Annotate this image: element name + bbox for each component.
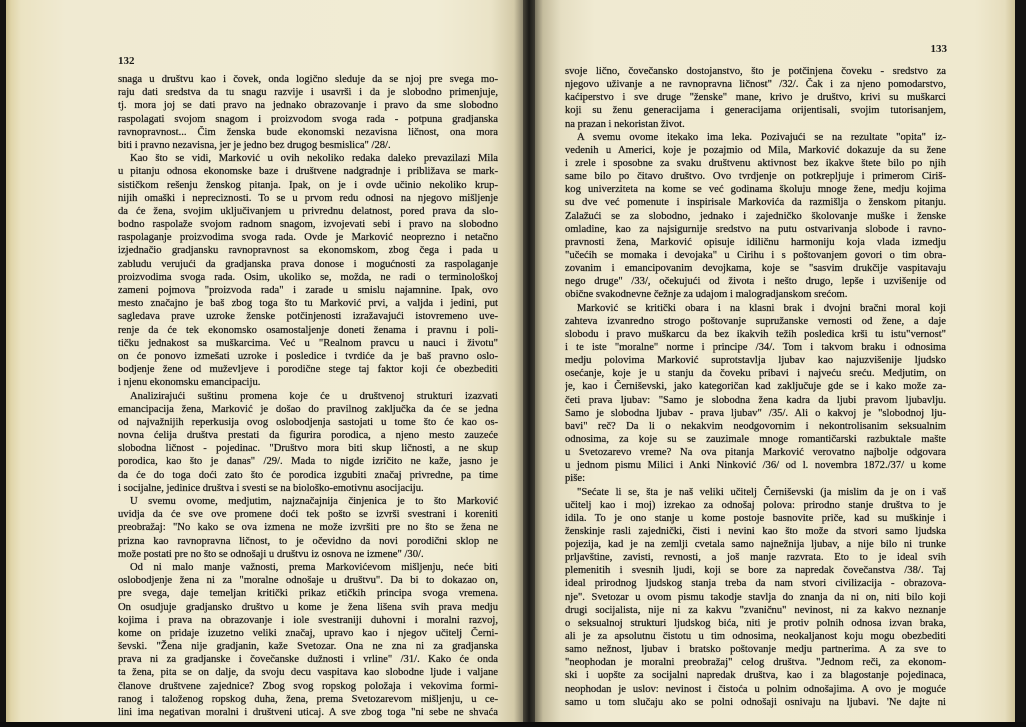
paragraph — [118, 152, 498, 389]
text-line: on će ponovo izmešati uzroke i posledice i tvrdiće da je baš pravno oslo- — [118, 350, 498, 362]
text-line: Analizirajući suštinu promena koje će u društvenoj strukturi izazvati — [130, 390, 498, 402]
text-line: mesto značajno je baš zbog toga što tu Marković prvi, a valjda i jedini, put — [118, 298, 498, 310]
book-gutter — [523, 0, 535, 722]
text-line: prljavštine, zavisti, revnosti, a još manje razvrata. Eto to je ideal svih — [565, 552, 946, 564]
text-line: Od ni malo manje važnosti, prema Markovićevom mišljenju, neće biti — [130, 561, 498, 573]
text-line: preobražaj: "No kako se ova izmena ne može izvršiti pre no što se žena ne — [118, 522, 498, 534]
text-line: On osudjuje gradjansko društvo u kome je žena lišena svih prava medju — [118, 601, 498, 613]
text-line: prizna kao ravnopravna ličnost, to je očevidno da novi porodični sklop ne — [118, 535, 498, 547]
text-line: da će žena, svojim uključivanjem u privrednu delatnost, pored prava da slo- — [118, 205, 498, 217]
text-line: piše: — [565, 473, 586, 485]
paragraph — [565, 65, 946, 131]
paragraph — [565, 131, 946, 302]
text-line: idila. To je ono stanje u kome postoje basnovite priče, kad su muškinje i — [565, 512, 946, 524]
text-line: neophodan je uslov: nevinost i čistoća u polnim odnošajima. A ovo je moguće — [565, 683, 946, 695]
paragraph — [118, 73, 498, 152]
text-line: omladine, kao za najsigurnije sredstvo na putu ostvarivanja slobode i ravno- — [565, 223, 946, 235]
text-line: tj. mora joj se dati pravo na jednako obrazovanje i pravo da sme slobodno — [118, 100, 498, 112]
text-line: obične svakodnevne čežnje za udajom i malogradjanskom srećom. — [565, 289, 848, 301]
text-line: vedenih u Americi, koje je pozajmio od Mila, Marković dokazuje da su žene — [565, 144, 946, 156]
text-line: Zalažući se za slobodno, jednako i zajedničko školovanje muške i ženske — [565, 210, 946, 222]
paragraph — [118, 390, 498, 496]
text-line: kaćiperstvo i sve druge "ženske" mane, krivo je društvo, krivi su muškarci — [565, 92, 946, 104]
text-line: odnosima, za koje su se zauzimale mnoge romantičarski razbuktale mašte — [565, 433, 946, 445]
text-line: i te iste "moralne" norme i principe /34/. Tom i takvom braku i odnosima — [565, 341, 946, 353]
text-line: ta žena, pita se on dalje, da svoju decu vaspitava kao slobodne ljude i valjane — [118, 667, 498, 679]
text-line: Marković se kritički obara i na klasni brak i dvojni bračni moral koji — [577, 302, 946, 314]
text-line: o seksualnoj strukturi ljudskog bića, niti je protiv polnih odnosa izvan braka, — [565, 617, 946, 629]
text-line: proizvodima svoga rada. Osim, ukoliko se, možda, ne radi o terminološkoj — [118, 271, 498, 283]
text-line: biti i pravno nezavisna, jer je jedno bez drugog besmislica" /28/. — [118, 139, 391, 151]
scan-bottom-edge — [0, 722, 1026, 727]
text-line: može postati pre no što se odnošaji u društvu iz osnova ne izmene" /30/. — [118, 548, 424, 560]
text-line: svoje lično, čovečansko dostojanstvo, što je potčinjena čoveku - sredstvo za — [565, 66, 946, 77]
text-line: same bilo po čitavo društvo. Ovo tvrdjenje on potkrepljuje i primerom Ciriš- — [565, 171, 946, 183]
text-line: medju polovima Marković suprotstavlja ljubav kao najuzvišenije ljudsko — [565, 355, 946, 367]
text-line: pre svega, daje temeljan kritički prikaz etičkih principa svoga vremena. — [118, 588, 498, 600]
text-line: ski i uopšte za socijalni napredak društva, kao i za blagostanje pojedinaca, — [565, 670, 946, 682]
text-line: zahteva izvanredno strogo poštovanje supružanske vernosti od žene, a daje — [565, 315, 946, 327]
text-line: "neophodan je moralni preobražaj" celog društva. "Jednom reči, za ekonom- — [565, 657, 946, 669]
text-line: zovanim i emancipovanim devojkama, koje se "sasvim drukčije vaspitavaju — [565, 263, 946, 275]
text-line: plemenitih i svesnih ljudi, koji se bore za napredak čovečanstva /38/. Taj — [565, 565, 946, 577]
paragraph — [565, 302, 946, 486]
text-line: na prazan i nekoristan život. — [565, 118, 685, 130]
text-line: emancipacija žena, Marković je došao do pravilnog zaključka da će se jedna — [118, 403, 498, 415]
text-line: nje". Svetozar u ovom pismu takodje stavlja do znanja da ni on, niti bilo koji — [565, 591, 946, 603]
text-line: pojezija, kad je na zemlji cvetala samo najnežnija ljubav, a nije bilo ni trunke — [565, 539, 946, 551]
text-line: nego druge" /33/, očekujući od života i nešto drugo, lepše i uzvišenije od — [565, 276, 946, 288]
text-line: pravnosti žena, Marković opisuje idiličnu harmoniju koja vlada izmedju — [565, 236, 946, 248]
text-line: i socijalne, jedinice društva i svesti se na biološko-emotivnu asocijaciju. — [118, 482, 424, 494]
paragraph — [565, 486, 946, 709]
text-line: kome on pridaje izuzetno veliki značaj, upravo kao i njegov učitelj Černi- — [118, 627, 498, 639]
text-line: kog univerziteta na kome se već godinama školuju mnoge žene, medju kojima — [565, 184, 946, 196]
text-line: U svemu ovome, medjutim, najznačajnija činjenica je to što Marković — [130, 496, 498, 507]
text-line: renje da će tek ekonomsko osamostaljenje doneti ženama i pravnu i poli- — [118, 324, 498, 336]
text-line: porodica, kao što je danas" /29/. Mada to nigde izričito ne kaže, jasno je — [118, 456, 498, 468]
text-line: novna ćelija društva prestati da figurira porodica, a njeno mesto zauzeće — [118, 430, 498, 442]
text-line: ševski. "Žena nije gradjanin, kaže Svetozar. Ona ne zna ni za gradjanska — [118, 641, 498, 653]
text-line: slobodu i pravo muškarcu da bez ikakvih težih posledica krši tu istu"vernost" — [565, 328, 946, 340]
text-line: učitelj kao i moj) izrekao za odnošaj polova: prirodno stanje društva to je — [565, 499, 946, 511]
text-line: Kao što se vidi, Marković u ovih nekoliko redaka daleko prevazilazi Mila — [130, 153, 498, 165]
text-line: od najvažnijih reperkusija ovog oslobodjenja sastojati u tome što će kao os- — [118, 416, 498, 428]
text-line: Samo je slobodna ljubav - prava ljubav" /35/. Ali o kakvoj je "slobodnoj lju- — [565, 407, 946, 419]
text-line: "učećih se momaka i devojaka" u Cirihu i s poštovanjem govori o tim obra- — [565, 249, 946, 261]
text-line: zabludu verujući da gradjanska prava donose i mogućnosti za raspolaganje — [118, 258, 498, 270]
text-line: i njenu ekonomsku emancipaciju. — [118, 377, 261, 389]
text-line: da će do toga doći zato što će porodica izgubiti značaj privredne, pa time — [118, 469, 498, 481]
text-line: kojima i prava na obrazovanje i iole svestraniji duhovni i moralni razvoj, — [118, 614, 498, 626]
text-line: samo nežnost, ljubav i bratsko poštovanje medju partnerima. A za sve to — [565, 644, 946, 656]
text-line: u Svetozarevo vreme? Na ova pitanja Marković verovatno najbolje odgovara — [565, 447, 946, 459]
text-line: ideal prirodnog ljudskog stanja treba da nam stvori civilizacija - obrazova- — [565, 578, 946, 590]
text-line: sističkom rešenju ženskog pitanja. Ipak, on je i ovde učinio nekoliko krup- — [118, 179, 498, 191]
text-line: uvidja da će sve ove promene doći tek pošto se izvrši svestrani i koreniti — [118, 509, 498, 521]
page-text — [565, 65, 946, 709]
text-line: ravnopravnost... Čim ženska bude ekonomski nezavisna ličnost, ona mora — [118, 126, 498, 138]
text-line: ali je za apsolutnu čistotu u tim odnosima, neokaljanost koju mogu obezbediti — [565, 631, 946, 643]
text-line: ženskinje rasli zajednički, čisti i nevini kao što može da stvori samo ljudska — [565, 525, 946, 537]
text-line: "Sećate li se, šta je naš veliki učitelj Černiševski (ja mislim da je on i vaš — [577, 486, 946, 498]
page-text — [118, 73, 498, 719]
text-line: slobodna ličnost - pojedinac. "Društvo mora biti skup ličnosti, a ne skup — [118, 443, 498, 455]
text-line: bodno raspolaže svojom radnom snagom, izvojevati sebi i pravo na slobodno — [118, 219, 498, 231]
text-line: drugi socijalista, nije ni za kakvu "zvaničnu" nevinost, ni za kakvo neznanje — [565, 604, 946, 616]
text-line: četi prava ljubav: "Samo je slobodna žena kadra da ljubi pravom ljubavlju. — [565, 394, 946, 406]
text-line: prava ni za gradjanske i čovečanske dužnosti i vrline" /31/. Kako će onda — [118, 654, 498, 666]
text-line: koji su ženu generacijama i generacijama orijentisali, svojim tutorisanjem, — [565, 105, 946, 117]
text-line: A svemu ovome itekako ima leka. Pozivajući se na rezultate "opita" iz- — [577, 131, 946, 143]
text-line: raju dati sredstva da tu snagu razvije i usavrši i da je slobodno primenjuje, — [118, 87, 498, 99]
paragraph — [118, 561, 498, 719]
text-line: oslobodjenje žena ni za "moralne odnošaje u društvu". Da bi to dokazao on, — [118, 575, 498, 587]
text-line: sagledava prave uzroke ženske potčinjenosti izražavajući istovremeno uve- — [118, 311, 498, 323]
page-number: 132 — [118, 55, 135, 67]
text-line: u jednom pismu Milici i Anki Ninković /36/ od l. novembra 1872./37/ u kome — [565, 460, 946, 472]
text-line: je, kao i Černiševski, jako kategoričan kad zaključuje gde se i kako može za- — [565, 381, 946, 393]
text-line: članove društvene zajednice? Zbog svog ropskog položaja i vekovima formi- — [118, 680, 498, 692]
left-page — [6, 0, 523, 722]
page-number: 133 — [930, 43, 947, 55]
paragraph — [118, 495, 498, 561]
text-line: raspolaganje proizvodima svoga rada. Ovde je Marković neoprezno i netačno — [118, 232, 498, 244]
text-line: lini ima negativan moralni i društveni uticaj. A sve zbog toga "ni sebe ne shvaća — [118, 707, 498, 718]
text-line: su dve već pomenute i inspirisale Markovića da razmišlja o ženskom pitanju. — [565, 197, 946, 209]
right-page — [535, 0, 1015, 722]
text-line: osećanje, koje je u stanju da čoveku pribavi i najveću sreću. Medjutim, on — [565, 368, 946, 380]
text-line: bavi" reč? Da li o nekakvim neodgovornim i nekontrolisanim seksualnim — [565, 420, 946, 432]
text-line: izjednačio gradjansku ravnopravnost sa ekonomskom, zbog čega i pada u — [118, 245, 498, 257]
text-line: tičku jednakost sa muškarcima. Već u "Realnom pravcu u nauci i životu" — [118, 337, 498, 349]
text-line: njegovo uživanje a ne ravnopravna ličnost" /32/. Čak i za njeno pomodarstvo, — [565, 79, 946, 91]
text-line: snaga u društvu kao i čovek, onda logično sleduje da se njoj pre svega mo- — [118, 74, 498, 85]
text-line: samo u tom slučaju ako se polni odnošaji osnivaju na ljubavi. 'Ne dajte ni — [565, 696, 946, 708]
text-line: u pitanju odnosa ekonomske baze i društvene nadgradnje i približava se mark- — [118, 166, 498, 178]
text-line: i zrele i sposobne za svaku društvenu aktivnost bez ikakve štete bilo po njih — [565, 157, 946, 169]
text-line: bodjenje žene od muževljeve i porodične stege taj faktor koji će obezbediti — [118, 364, 498, 376]
text-line: nijih omaški i nepreciznosti. To se u prvom redu odnosi na njegovo mišljenje — [118, 192, 498, 204]
text-line: raspolagati svojom snagom i proizvodom svoga rada - potpuna gradjanska — [118, 113, 498, 125]
text-line: zameni pojmova "proizvoda rada" i zarade u smislu najamnine. Ipak, ovo — [118, 285, 498, 296]
text-line: ranog i taloženog ropskog duha, žena, prema Svetozarevom mišljenju, u ce- — [118, 693, 498, 705]
